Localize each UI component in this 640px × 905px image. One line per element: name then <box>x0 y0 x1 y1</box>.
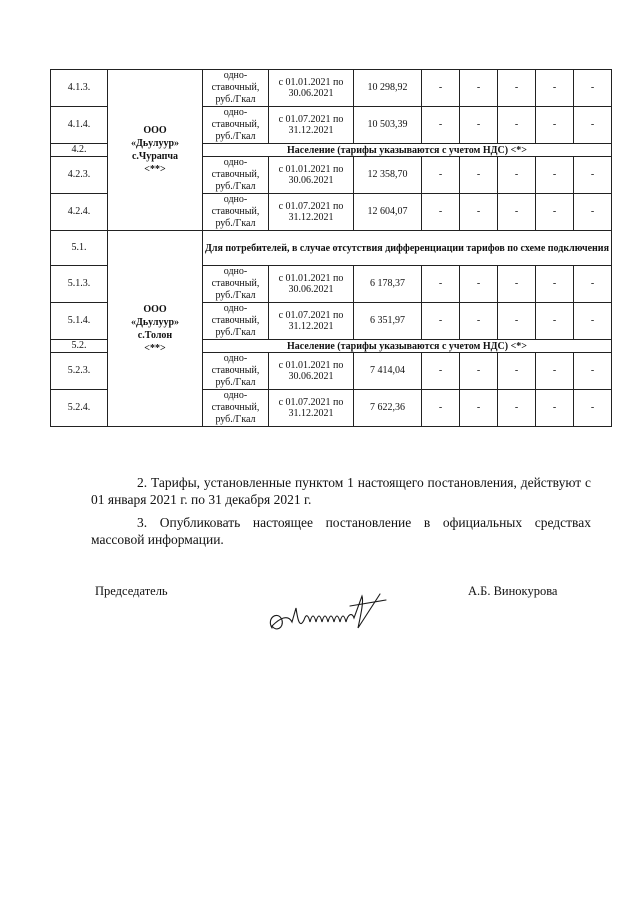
paragraph-2: 2. Тарифы, установленные пунктом 1 настоящего постановления, действуют с 01 января 2021 г. по 31 декабря 2021 г. <box>91 475 591 507</box>
tariff-value-cell: 7 622,36 <box>354 390 422 427</box>
organization-line: ООО <box>143 303 167 315</box>
handwritten-signature <box>258 588 398 648</box>
empty-value-cell: - <box>498 266 536 303</box>
empty-value-cell: - <box>422 303 460 340</box>
empty-value-cell: - <box>574 266 612 303</box>
table-row <box>51 70 612 107</box>
period-cell: с 01.01.2021 по 30.06.2021 <box>269 157 354 194</box>
rate-type-cell: одно-ставочный, руб./Гкал <box>203 353 269 390</box>
tariff-value-cell: 6 178,37 <box>354 266 422 303</box>
row-number: 4.2.3. <box>51 157 108 194</box>
rate-type-cell: одно-ставочный, руб./Гкал <box>203 303 269 340</box>
paragraph-3: 3. Опубликовать настоящее постановление в официальных средствах массовой информации. <box>91 515 591 547</box>
tariff-value-cell: 6 351,97 <box>354 303 422 340</box>
empty-value-cell: - <box>536 303 574 340</box>
signatory-position: Председатель <box>95 584 168 598</box>
table-row <box>51 231 612 266</box>
period-cell: с 01.07.2021 по 31.12.2021 <box>269 194 354 231</box>
empty-value-cell: - <box>460 194 498 231</box>
period-cell: с 01.07.2021 по 31.12.2021 <box>269 390 354 427</box>
empty-value-cell: - <box>422 353 460 390</box>
empty-value-cell: - <box>574 303 612 340</box>
empty-value-cell: - <box>460 70 498 107</box>
row-number: 5.2. <box>51 340 108 353</box>
organization-line: с.Толон <box>137 329 173 341</box>
empty-value-cell: - <box>422 70 460 107</box>
empty-value-cell: - <box>574 70 612 107</box>
empty-value-cell: - <box>498 70 536 107</box>
empty-value-cell: - <box>498 390 536 427</box>
empty-value-cell: - <box>574 157 612 194</box>
period-cell: с 01.01.2021 по 30.06.2021 <box>269 70 354 107</box>
organization-line: <**> <box>144 342 166 354</box>
empty-value-cell: - <box>460 266 498 303</box>
empty-value-cell: - <box>536 390 574 427</box>
empty-value-cell: - <box>536 107 574 144</box>
tariff-table <box>50 69 612 427</box>
tariff-value-cell: 12 358,70 <box>354 157 422 194</box>
tariff-value-cell: 12 604,07 <box>354 194 422 231</box>
row-number: 5.1. <box>51 231 108 266</box>
organization-cell <box>108 70 203 231</box>
group-heading: Население (тарифы указываются с учетом НДС) <*> <box>203 144 612 157</box>
rate-type-cell: одно-ставочный, руб./Гкал <box>203 266 269 303</box>
empty-value-cell: - <box>422 107 460 144</box>
rate-type-cell: одно-ставочный, руб./Гкал <box>203 70 269 107</box>
empty-value-cell: - <box>498 353 536 390</box>
group-heading: Для потребителей, в случае отсутствия дифференциации тарифов по схеме подключения <box>203 231 612 266</box>
rate-type-cell: одно-ставочный, руб./Гкал <box>203 107 269 144</box>
organization-line: «Дьулуур» <box>130 316 180 328</box>
empty-value-cell: - <box>574 390 612 427</box>
empty-value-cell: - <box>422 194 460 231</box>
tariff-value-cell: 10 298,92 <box>354 70 422 107</box>
empty-value-cell: - <box>422 390 460 427</box>
organization-cell <box>108 231 203 427</box>
row-number: 4.2.4. <box>51 194 108 231</box>
empty-value-cell: - <box>498 107 536 144</box>
empty-value-cell: - <box>536 266 574 303</box>
empty-value-cell: - <box>536 353 574 390</box>
empty-value-cell: - <box>460 353 498 390</box>
empty-value-cell: - <box>460 157 498 194</box>
empty-value-cell: - <box>460 303 498 340</box>
empty-value-cell: - <box>536 194 574 231</box>
empty-value-cell: - <box>460 107 498 144</box>
signatory-name: А.Б. Винокурова <box>468 584 558 598</box>
period-cell: с 01.01.2021 по 30.06.2021 <box>269 266 354 303</box>
period-cell: с 01.07.2021 по 31.12.2021 <box>269 303 354 340</box>
empty-value-cell: - <box>536 157 574 194</box>
empty-value-cell: - <box>422 266 460 303</box>
empty-value-cell: - <box>498 194 536 231</box>
empty-value-cell: - <box>498 303 536 340</box>
row-number: 5.2.3. <box>51 353 108 390</box>
rate-type-cell: одно-ставочный, руб./Гкал <box>203 194 269 231</box>
row-number: 5.1.4. <box>51 303 108 340</box>
empty-value-cell: - <box>574 353 612 390</box>
group-heading: Население (тарифы указываются с учетом НДС) <*> <box>203 340 612 353</box>
empty-value-cell: - <box>536 70 574 107</box>
empty-value-cell: - <box>498 157 536 194</box>
period-cell: с 01.01.2021 по 30.06.2021 <box>269 353 354 390</box>
tariff-value-cell: 10 503,39 <box>354 107 422 144</box>
empty-value-cell: - <box>422 157 460 194</box>
organization-line: ООО <box>143 125 167 136</box>
organization-line: <**> <box>144 164 166 175</box>
empty-value-cell: - <box>460 390 498 427</box>
row-number: 4.1.4. <box>51 107 108 144</box>
row-number: 4.1.3. <box>51 70 108 107</box>
rate-type-cell: одно-ставочный, руб./Гкал <box>203 157 269 194</box>
row-number: 5.2.4. <box>51 390 108 427</box>
row-number: 4.2. <box>51 144 108 157</box>
empty-value-cell: - <box>574 194 612 231</box>
organization-line: «Дьулуур» <box>130 138 180 149</box>
rate-type-cell: одно-ставочный, руб./Гкал <box>203 390 269 427</box>
empty-value-cell: - <box>574 107 612 144</box>
period-cell: с 01.07.2021 по 31.12.2021 <box>269 107 354 144</box>
row-number: 5.1.3. <box>51 266 108 303</box>
organization-line: с.Чурапча <box>131 151 179 162</box>
tariff-value-cell: 7 414,04 <box>354 353 422 390</box>
